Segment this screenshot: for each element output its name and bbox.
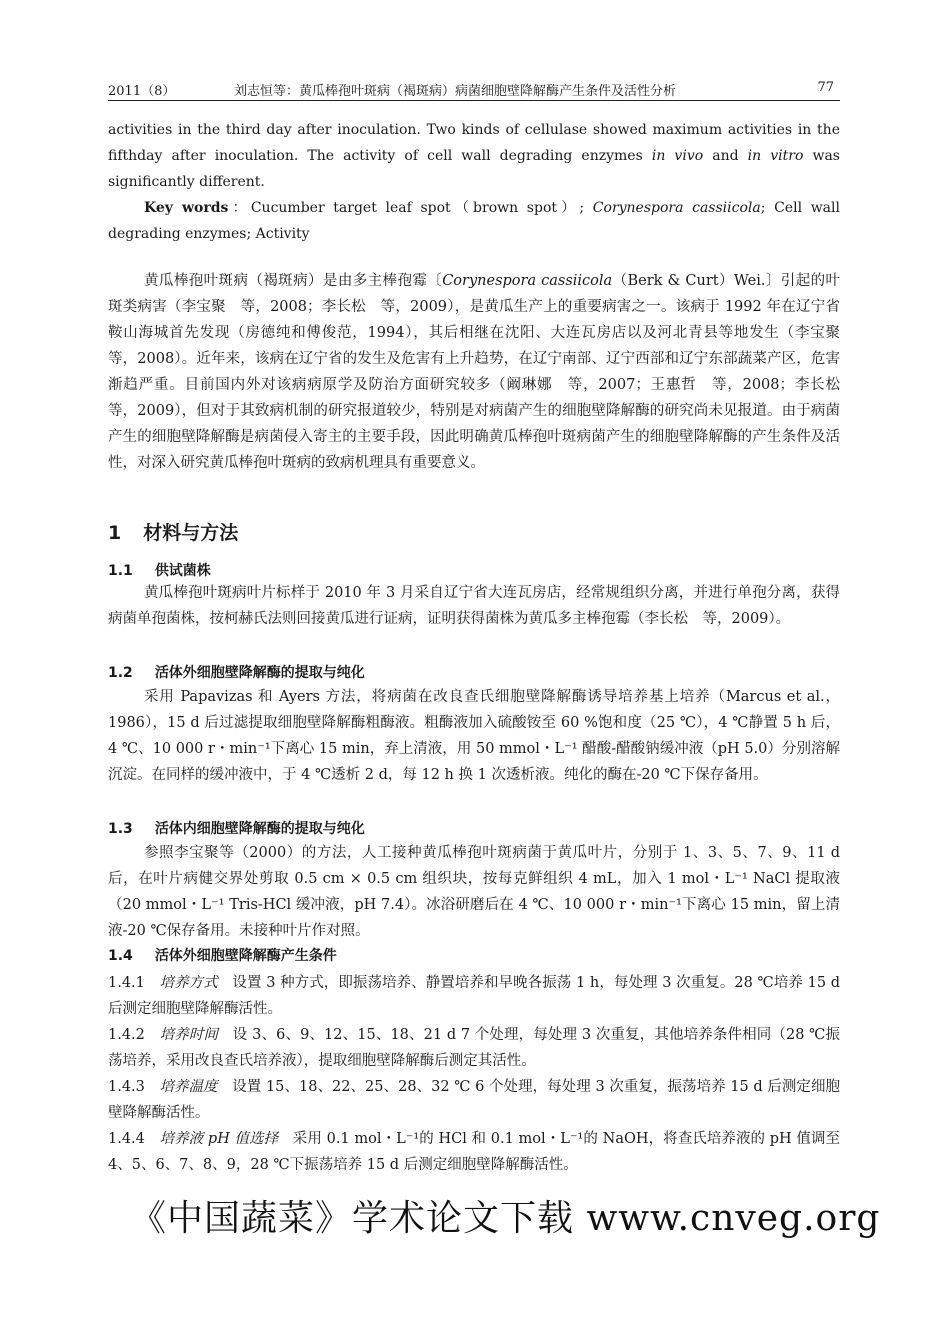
keywords: Key words：Cucumber target leaf spot（brown spot）; Corynespora cassiicola; Cell wall degrading enzymes; Activity [108,200,840,242]
subsection-heading-1-3: 1.3 活体内细胞壁降解酶的提取与纯化 [108,821,365,837]
paragraph-1-4-2: 1.4.2 培养时间 设 3、6、9、12、15、18、21 d 7 个处理，每处理 3 次重复，其他培养条件相同（28 ℃振荡培养，采用改良查氏培养液），提取细胞壁降解酶后测定其活性。 [108,1027,840,1069]
abstract-english: activities in the third day after inoculation. Two kinds of cellulase showed maximum activities in the fifthday after inoculation. The activity of cell wall degrading enzymes in vivo and in vitro was significantly different. [108,122,840,190]
subsection-heading-1-4: 1.4 活体外细胞壁降解酶产生条件 [108,948,337,964]
paragraph-1-3: 参照李宝聚等（2000）的方法，人工接种黄瓜棒孢叶斑病菌于黄瓜叶片，分别于 1、3、5、7、9、11 d 后，在叶片病健交界处剪取 0.5 cm × 0.5 cm 组织块，按每克鲜组织 4 mL，加入 1 mol・L⁻¹ NaCl 提取液（20 mmol・L⁻¹ Tris-HCl 缓冲液，pH 7.4）。冰浴研磨后在 4 ℃、10 000 r・min⁻¹下离心 15 min，留上清液-20 ℃保存备用。未接种叶片作对照。 [108,845,841,939]
download-watermark: 《中国蔬菜》学术论文下载 www.cnveg.org [130,1198,881,1239]
paragraph-1-4-3: 1.4.3 培养温度 设置 15、18、22、25、28、32 ℃ 6 个处理，每处理 3 次重复，振荡培养 15 d 后测定细胞壁降解酶活性。 [108,1079,841,1121]
paragraph-1-4-4: 1.4.4 培养液 pH 值选择 采用 0.1 mol・L⁻¹的 HCl 和 0.1 mol・L⁻¹的 NaOH，将查氏培养液的 pH 值调至 4、5、6、7、8、9，28 ℃下振荡培养 15 d 后测定细胞壁降解酶活性。 [108,1131,841,1173]
subsection-heading-1-2: 1.2 活体外细胞壁降解酶的提取与纯化 [108,665,365,681]
running-header [108,80,840,101]
paragraph-1-4-1: 1.4.1 培养方式 设置 3 种方式，即振荡培养、静置培养和早晚各振荡 1 h，每处理 3 次重复。28 ℃培养 15 d 后测定细胞壁降解酶活性。 [108,975,841,1017]
running-title: 刘志恒等：黄瓜棒孢叶斑病（褐斑病）病菌细胞壁降解酶产生条件及活性分析 [234,84,677,99]
keywords-label: Key words [144,200,229,216]
introduction-paragraph: 黄瓜棒孢叶斑病（褐斑病）是由多主棒孢霉〔Corynespora cassiicola（Berk & Curt）Wei.〕引起的叶斑类病害（李宝聚 等，2008；李长松 等，2009），是黄瓜生产上的重要病害之一。该病于 1992 年在辽宁省鞍山海城首先发现（房德纯和傅俊范，1994），其后相继在沈阳、大连瓦房店以及河北青县等地发生（李宝聚 等，2008）。近年来，该病在辽宁省的发生及危害有上升趋势，在辽宁南部、辽宁西部和辽宁东部蔬菜产区，危害渐趋严重。目前国内外对该病病原学及防治方面研究较多（阚琳娜 等，2007；王惠哲 等，2008；李长松 等，2009），但对于其致病机制的研究报道较少，特别是对病菌产生的细胞壁降解酶的研究尚未见报道。由于病菌产生的细胞壁降解酶是病菌侵入寄主的主要手段，因此明确黄瓜棒孢叶斑病菌产生的细胞壁降解酶的产生条件及活性，对深入研究黄瓜棒孢叶斑病的致病机理具有重要意义。 [108,273,855,471]
section-heading-1: 1 材料与方法 [108,522,239,544]
subsection-heading-1-1: 1.1 供试菌株 [108,563,211,579]
paragraph-1-2: 采用 Papavizas 和 Ayers 方法，将病菌在改良查氏细胞壁降解酶诱导培养基上培养（Marcus et al.，1986），15 d 后过滤提取细胞壁降解酶粗酶液。粗酶液加入硫酸铵至 60 %饱和度（25 ℃），4 ℃静置 5 h 后，4 ℃、10 000 r・min⁻¹下离心 15 min，弃上清液，用 50 mmol・L⁻¹ 醋酸-醋酸钠缓冲液（pH 5.0）分别溶解沉淀。在同样的缓冲液中，于 4 ℃透析 2 d，每 12 h 换 1 次透析液。纯化的酶在-20 ℃下保存备用。 [108,689,840,783]
page-number: 77 [817,80,834,95]
issue-label: 2011（8） [108,84,176,99]
paragraph-1-1: 黄瓜棒孢叶斑病叶片标样于 2010 年 3 月采自辽宁省大连瓦房店，经常规组织分离，并进行单孢分离，获得病菌单孢菌株，按柯赫氏法则回接黄瓜进行证病，证明获得菌株为黄瓜多主棒孢霉（李长松 等，2009）。 [108,585,840,627]
